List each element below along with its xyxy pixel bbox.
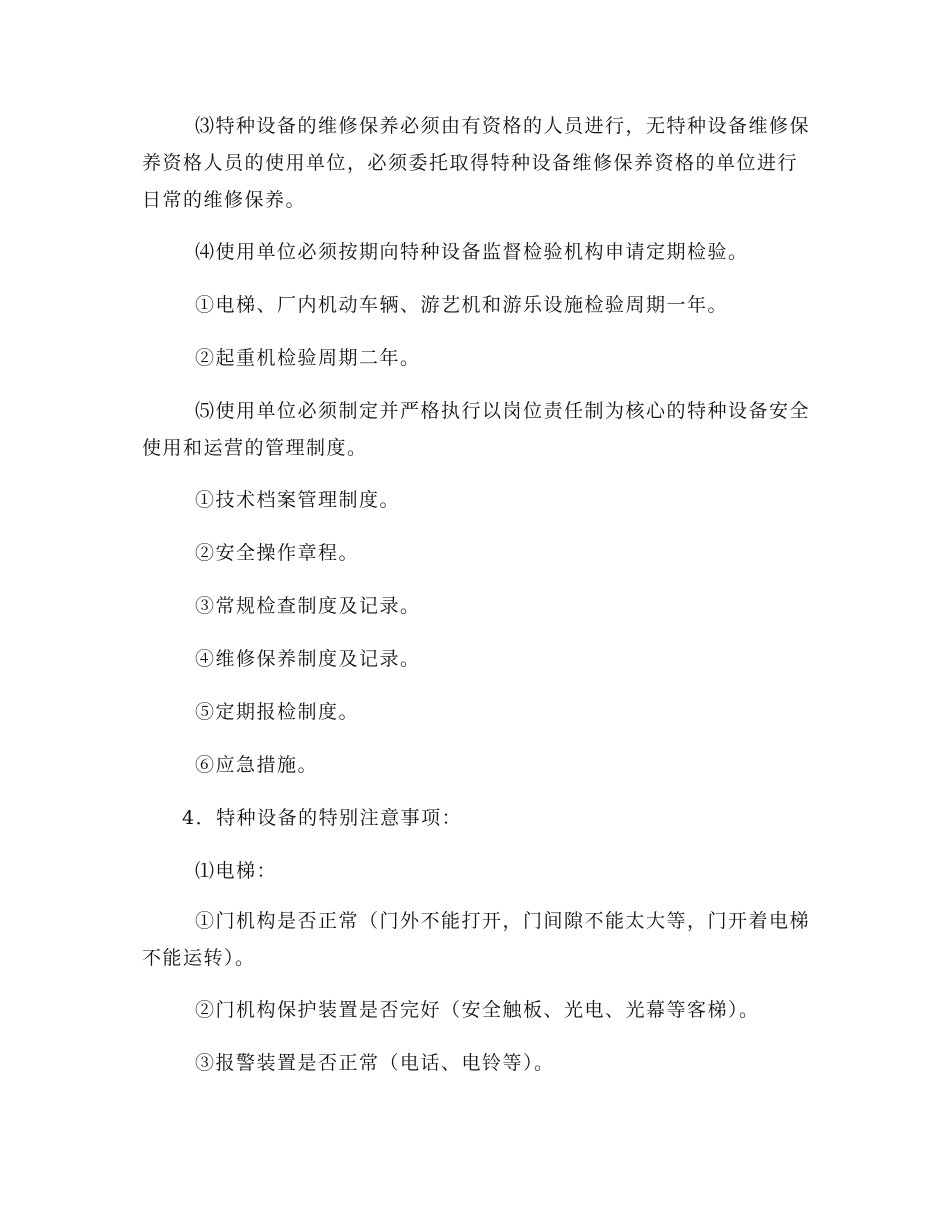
- section-heading-special-notes: 4．特种设备的特别注意事项：: [182, 807, 463, 829]
- list-item-door-mechanism: ①门机构是否正常（门外不能打开，门间隙不能太大等，门开着电梯不能运转）。: [142, 910, 811, 969]
- list-item-technical-archive: ①技术档案管理制度。: [195, 489, 401, 511]
- subsection-heading-elevator: ⑴电梯：: [195, 860, 278, 882]
- list-item-alarm-device: ③报警装置是否正常（电话、电铃等）。: [195, 1052, 555, 1074]
- paragraph-management-system: ⑸使用单位必须制定并严格执行以岗位责任制为核心的特种设备安全使用和运营的管理制度。: [142, 400, 811, 459]
- list-item-emergency-measures: ⑥应急措施。: [195, 754, 319, 776]
- list-item-elevator-inspection-cycle: ①电梯、厂内机动车辆、游艺机和游乐设施检验周期一年。: [195, 294, 729, 316]
- paragraph-maintenance-qualification: ⑶特种设备的维修保养必须由有资格的人员进行，无特种设备维修保养资格人员的使用单位，必须委托取得特种设备维修保养资格的单位进行日常的维修保养。: [142, 115, 811, 211]
- list-item-crane-inspection-cycle: ②起重机检验周期二年。: [195, 347, 421, 369]
- list-item-routine-check: ③常规检查制度及记录。: [195, 595, 421, 617]
- list-item-door-protection: ②门机构保护装置是否完好（安全触板、光电、光幕等客梯）。: [195, 999, 760, 1021]
- list-item-maintenance-records: ④维修保养制度及记录。: [195, 648, 421, 670]
- list-item-periodic-reporting: ⑤定期报检制度。: [195, 701, 360, 723]
- list-item-safety-operation: ②安全操作章程。: [195, 542, 360, 564]
- paragraph-periodic-inspection: ⑷使用单位必须按期向特种设备监督检验机构申请定期检验。: [195, 241, 749, 263]
